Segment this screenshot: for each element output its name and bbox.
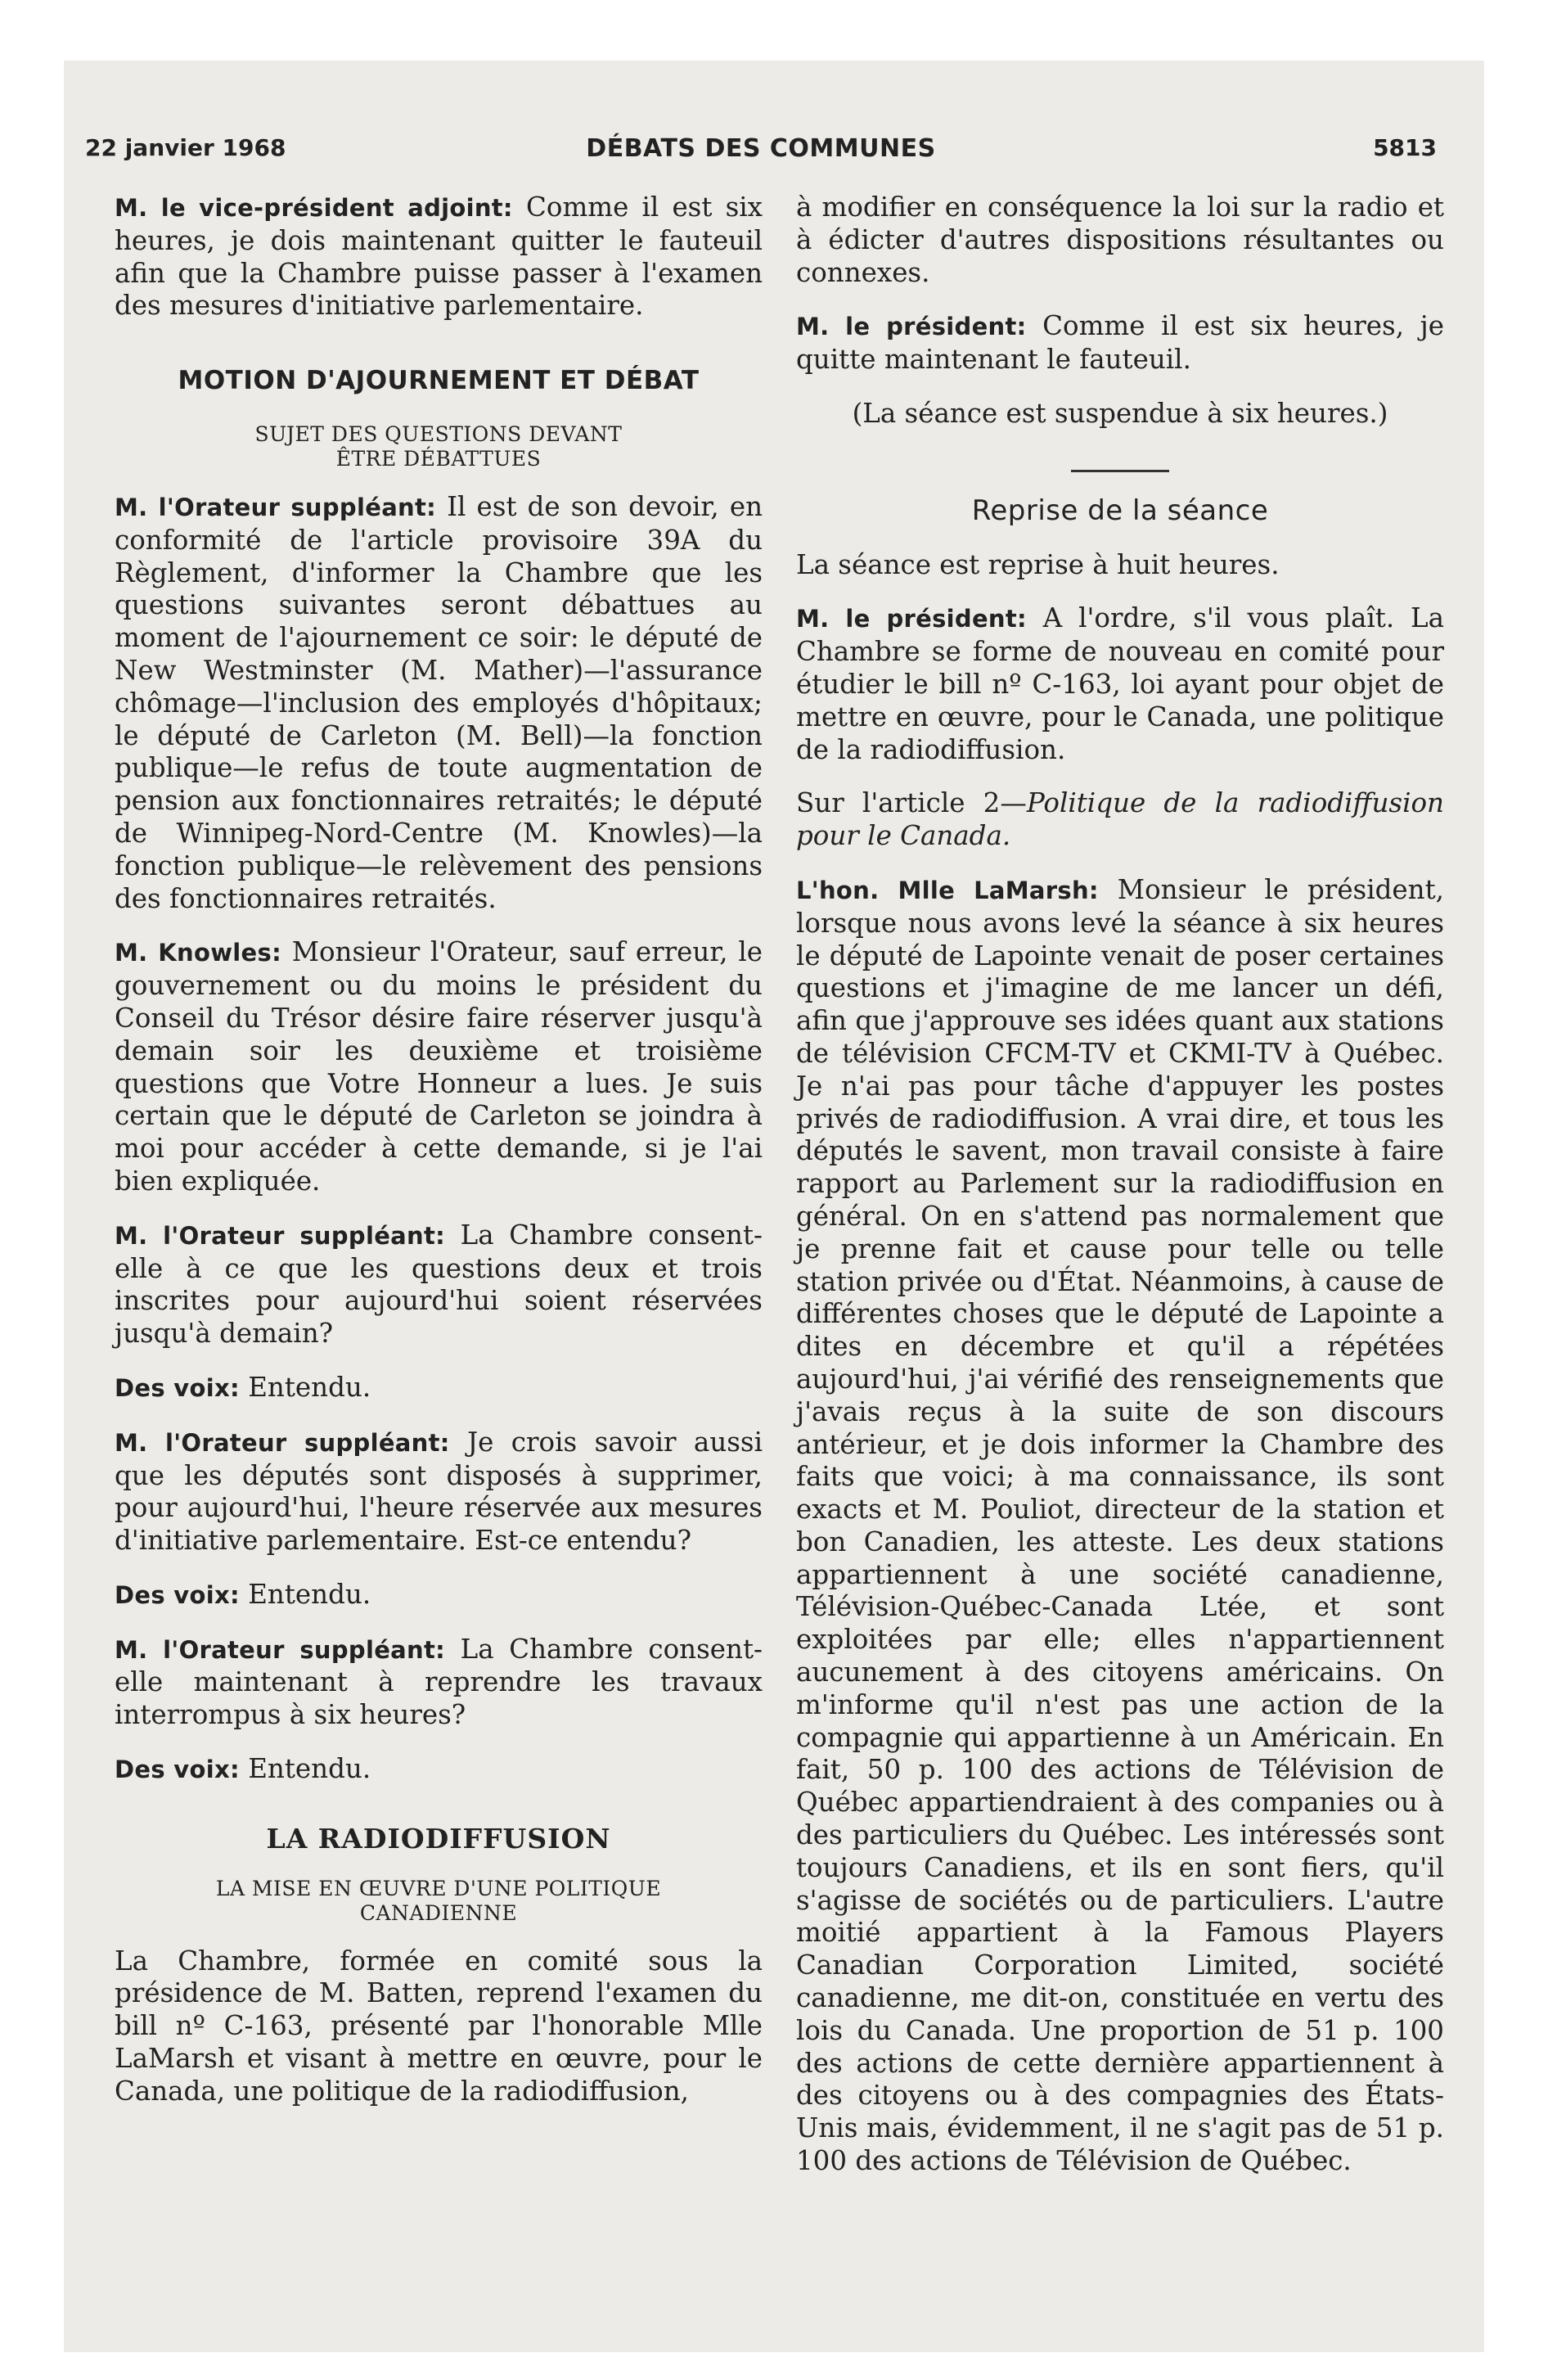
paragraph xyxy=(796,602,1444,766)
paragraph-text: Entendu. xyxy=(239,1578,371,1610)
paragraph-text: La séance est reprise à huit heures. xyxy=(796,548,1280,580)
header-title: DÉBATS DES COMMUNES xyxy=(586,134,936,163)
section-divider xyxy=(1071,470,1169,472)
paragraph-text: Entendu. xyxy=(239,1371,371,1403)
paragraph xyxy=(115,1945,763,2108)
section-heading: MOTION D'AJOURNEMENT ET DÉBAT xyxy=(178,366,700,396)
paragraph-text: Entendu. xyxy=(239,1753,371,1785)
paragraph-text: La Chambre consent-elle à ce que les questions deux et trois inscrites pour aujourd'hui soient réservées jusqu'à demain? xyxy=(115,1219,763,1350)
speaker-name: L'hon. Mlle LaMarsh: xyxy=(796,876,1099,904)
paragraph xyxy=(115,1427,763,1557)
speaker-name: M. l'Orateur suppléant: xyxy=(115,1221,446,1250)
speaker-name: Des voix: xyxy=(115,1580,240,1609)
paragraph-text: La Chambre, formée en comité sous la présidence de M. Batten, reprend l'examen du bill nº C-163, présenté par l'honorable Mlle LaMarsh et visant à mettre en œuvre, pour le Canada, une politique de la radiodiffusion, xyxy=(115,1945,763,2107)
paragraph xyxy=(115,1634,763,1732)
paragraph-text: Comme il est six heures, je quitte maintenant le fauteuil. xyxy=(796,310,1444,376)
paragraph-text: Je crois savoir aussi que les députés sont disposés à supprimer, pour aujourd'hui, l'heure réservée aux mesures d'initiative parlementaire. Est-ce entendu? xyxy=(115,1426,763,1557)
speaker-name: M. l'Orateur suppléant: xyxy=(115,1428,450,1457)
paragraph xyxy=(115,936,763,1197)
section-subheading xyxy=(115,422,763,471)
speaker-name: M. l'Orateur suppléant: xyxy=(115,1635,446,1664)
speaker-name: Des voix: xyxy=(115,1756,240,1784)
section-subheading xyxy=(115,1877,763,1926)
paragraph xyxy=(115,192,763,322)
subheading-line: LA MISE EN ŒUVRE D'UNE POLITIQUE xyxy=(215,1876,662,1900)
speaker-name: M. Knowles: xyxy=(115,939,281,967)
paragraph xyxy=(115,491,763,915)
paragraph xyxy=(115,1579,763,1612)
paragraph xyxy=(796,192,1444,289)
left-column xyxy=(115,192,763,2108)
header-page-number: 5813 xyxy=(1373,134,1437,161)
paragraph-text: Sur l'article 2— xyxy=(796,787,1027,819)
speaker-name: Des voix: xyxy=(115,1373,240,1402)
subheading-line: ÊTRE DÉBATTUES xyxy=(335,446,542,471)
speaker-name: M. le président: xyxy=(796,605,1027,633)
page-header xyxy=(85,134,1437,175)
paragraph-text: A l'ordre, s'il vous plaît. La Chambre se forme de nouveau en comité pour étudier le bill nº C-163, loi ayant pour objet de mettre en œuvre, pour le Canada, une politique de la radiodiffusion. xyxy=(796,602,1444,765)
article-title: Politique de la radiodiffusion pour le Canada. xyxy=(796,787,1444,852)
paragraph-text: Monsieur le président, lorsque nous avons levé la séance à six heures le député de Lapointe venait de poser certaines questions et j'imagine de me lancer un défi, afin que j'approuve ses idées quant aux stations de télévision CFCM-TV et CKMI-TV à Québec. Je n'ai pas pour tâche d'appuyer les postes privés de radiodiffusion. A vrai dire, et tous les députés le savent, mon travail consiste à faire rapport au Parlement sur la radiodiffusion en général. On en s'attend pas normalement que je prenne fait et cause pour telle ou telle station privée ou d'État. Néanmoins, à cause de différentes choses que le député de Lapointe a dites en décembre et qu'il a répétées aujourd'hui, j'ai vérifié des renseignements que j'avais reçus à la suite de son discours antérieur, et je dois informer la Chambre des faits que voici; à ma connaissance, ils sont exacts et M. Pouliot, directeur de la station et bon Canadien, les atteste. Les deux stations appartiennent à une société canadienne, Télévision-Québec-Canada Ltée, et sont exploitées par elle; elles n'appartiennent aucunement à des citoyens américains. On m'informe qu'il n'est pas une action de la compagnie qui appartienne à un Américain. En fait, 50 p. 100 des actions de Télévision de Québec appartiendraient à des companies ou à des particuliers du Québec. Les intéressés sont toujours Canadiens, et ils en sont fiers, qu'il s'agisse de sociétés ou de particuliers. L'autre moitié appartient à la Famous Players Canadian Corporation Limited, société canadienne, me dit-on, constituée en vertu des lois du Canada. Une proportion de 51 p. 100 des actions de cette dernière appartiennent à des citoyens ou à des compagnies des États-Unis mais, évidemment, il ne s'agit pas de 51 p. 100 des actions de Télévision de Québec. xyxy=(796,873,1444,2177)
paragraph xyxy=(796,310,1444,376)
paragraph xyxy=(796,874,1444,2178)
paragraph xyxy=(796,549,1444,582)
paragraph xyxy=(115,1219,763,1350)
paragraph xyxy=(796,787,1444,853)
right-column xyxy=(796,192,1444,2178)
paragraph-text: Il est de son devoir, en conformité de l'article provisoire 39A du Règlement, d'informer la Chambre que les questions suivantes seront débattues au moment de l'ajournement ce soir: le député de New Westminster (M. Mather)—l'assurance chômage—l'inclusion des employés d'hôpitaux; le député de Carleton (M. Bell)—la fonction publique—le refus de toute augmentation de pension aux fonctionnaires retraités; le député de Winnipeg-Nord-Centre (M. Knowles)—la fonction publique—le relèvement des pensions des fonctionnaires retraités. xyxy=(115,490,763,914)
paragraph xyxy=(115,1753,763,1787)
subheading-line: CANADIENNE xyxy=(359,1900,518,1925)
subheading-line: SUJET DES QUESTIONS DEVANT xyxy=(254,421,623,446)
paragraph-text: à modifier en conséquence la loi sur la radio et à édicter d'autres dispositions résultantes ou connexes. xyxy=(796,192,1444,288)
paragraph-text: Monsieur l'Orateur, sauf erreur, le gouvernement ou du moins le président du Conseil du Trésor désire faire réserver jusqu'à demain soir les deuxième et troisième questions que Votre Honneur a lues. Je suis certain que le député de Carleton se joindra à moi pour accéder à cette demande, si je l'ai bien expliquée. xyxy=(115,936,763,1197)
speaker-name: M. le président: xyxy=(796,313,1027,341)
paragraph-text: (La séance est suspendue à six heures.) xyxy=(852,397,1388,429)
speaker-name: M. l'Orateur suppléant: xyxy=(115,493,437,521)
speaker-name: M. le vice-président adjoint: xyxy=(115,194,513,222)
paragraph-text: La Chambre consent-elle maintenant à reprendre les travaux interrompus à six heures? xyxy=(115,1633,763,1731)
header-date: 22 janvier 1968 xyxy=(85,134,286,161)
paragraph-text: Comme il est six heures, je dois maintenant quitter le fauteuil afin que la Chambre puisse passer à l'examen des mesures d'initiative parlementaire. xyxy=(115,192,763,322)
section-heading: LA RADIODIFFUSION xyxy=(266,1822,611,1855)
paragraph xyxy=(115,1372,763,1405)
paragraph xyxy=(796,398,1444,430)
section-heading: Reprise de la séance xyxy=(971,494,1269,527)
